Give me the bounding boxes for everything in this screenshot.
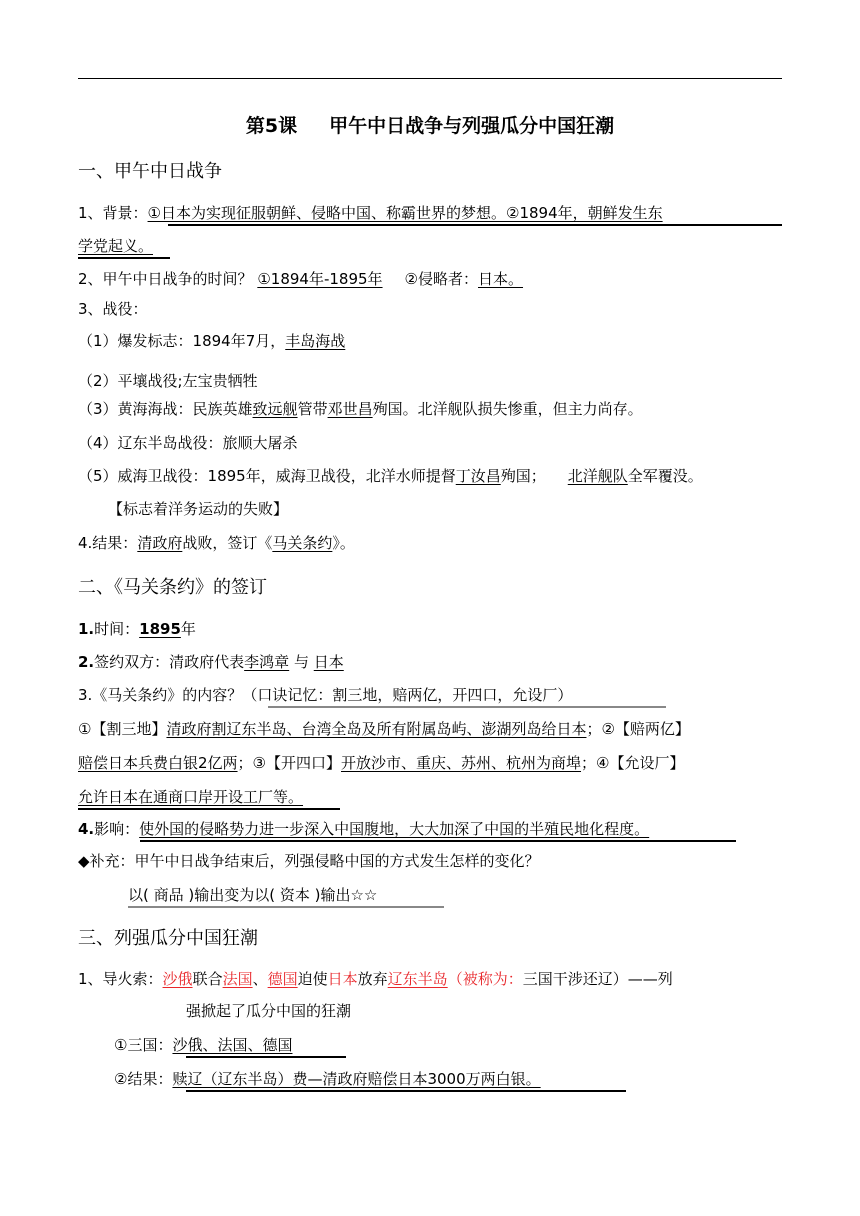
- trigger-line-2: 强掀起了瓜分中国的狂潮: [186, 1002, 352, 1020]
- war-time-line: 2、甲午中日战争的时间？ ①1894年-1895年 ②侵略者：日本。: [78, 270, 524, 288]
- war-result: 4.结果：清政府战败，签订《马关条约》。: [78, 534, 355, 552]
- three-powers-underline: [186, 1056, 346, 1058]
- battle-5-note: 【标志着洋务运动的失败】: [108, 500, 289, 518]
- section-1-heading: 一、甲午中日战争: [78, 161, 222, 182]
- treaty-content-line-2: 赔偿日本兵费白银2亿两；③【开四口】开放沙市、重庆、苏州、杭州为商埠；④【允设厂】: [78, 754, 685, 772]
- three-powers: ①三国：沙俄、法国、德国: [114, 1036, 293, 1054]
- supplement-answer: 以( 商品 )输出变为以( 资本 )输出☆☆: [128, 886, 378, 904]
- intervention-result: ②结果：赎辽（辽东半岛）费—清政府赔偿日本3000万两白银。: [114, 1070, 541, 1088]
- treaty-impact: 4.影响：使外国的侵略势力进一步深入中国腹地，大大加深了中国的半殖民地化程度。: [78, 820, 650, 838]
- supplement-question: ◆补充：甲午中日战争结束后，列强侵略中国的方式发生怎样的变化？: [78, 852, 540, 870]
- lesson-number: 第5课: [245, 115, 298, 137]
- treaty-time: 1.时间：1895年: [78, 620, 196, 638]
- impact-underline: [140, 840, 736, 842]
- lesson-name: 甲午中日战争与列强瓜分中国狂潮: [329, 115, 615, 137]
- section-2-heading: 二、《马关条约》的签订: [78, 577, 267, 598]
- page-title: [0, 113, 860, 139]
- treaty-parties: 2.签约双方：清政府代表李鸿章 与 日本: [78, 653, 344, 671]
- battle-2: （2）平壤战役;左宝贵牺牲: [78, 372, 258, 390]
- background-underline-2: [78, 257, 170, 259]
- trigger-line-1: 1、导火索：沙俄联合法国、德国迫使日本放弃辽东半岛（被称为：三国干涉还辽）——列: [78, 970, 673, 988]
- background-line-2: 学党起义。: [78, 237, 154, 255]
- result-underline: [186, 1090, 626, 1092]
- supplement-underline: [128, 906, 444, 908]
- treaty-content-question: 3.《马关条约》的内容？（口诀记忆：割三地，赔两亿，开四口，允设厂）: [78, 686, 573, 704]
- treaty-content-line-1: ①【割三地】清政府割辽东半岛、台湾全岛及所有附属岛屿、澎湖列岛给日本；②【赔两亿】: [78, 720, 690, 738]
- mnemonic-underline: [268, 706, 666, 708]
- content-line-3-underline: [78, 808, 340, 810]
- background-line-1: 1、背景：①日本为实现征服朝鲜、侵略中国、称霸世界的梦想。②1894年，朝鲜发生东: [78, 204, 663, 222]
- battle-4: （4）辽东半岛战役：旅顺大屠杀: [78, 434, 298, 452]
- header-rule: [78, 78, 782, 79]
- treaty-content-line-3: 允许日本在通商口岸开设工厂等。: [78, 788, 304, 806]
- battle-1: （1）爆发标志：1894年7月，丰岛海战: [78, 332, 346, 350]
- battle-3: （3）黄海海战：民族英雄致远舰管带邓世昌殉国。北洋舰队损失惨重，但主力尚存。: [78, 400, 643, 418]
- section-3-heading: 三、列强瓜分中国狂潮: [78, 928, 258, 949]
- background-underline-1: [168, 224, 782, 226]
- battles-label: 3、战役：: [78, 300, 148, 318]
- battle-5: （5）威海卫战役：1895年，威海卫战役，北洋水师提督丁汝昌殉国； 北洋舰队全军覆没。: [78, 467, 703, 485]
